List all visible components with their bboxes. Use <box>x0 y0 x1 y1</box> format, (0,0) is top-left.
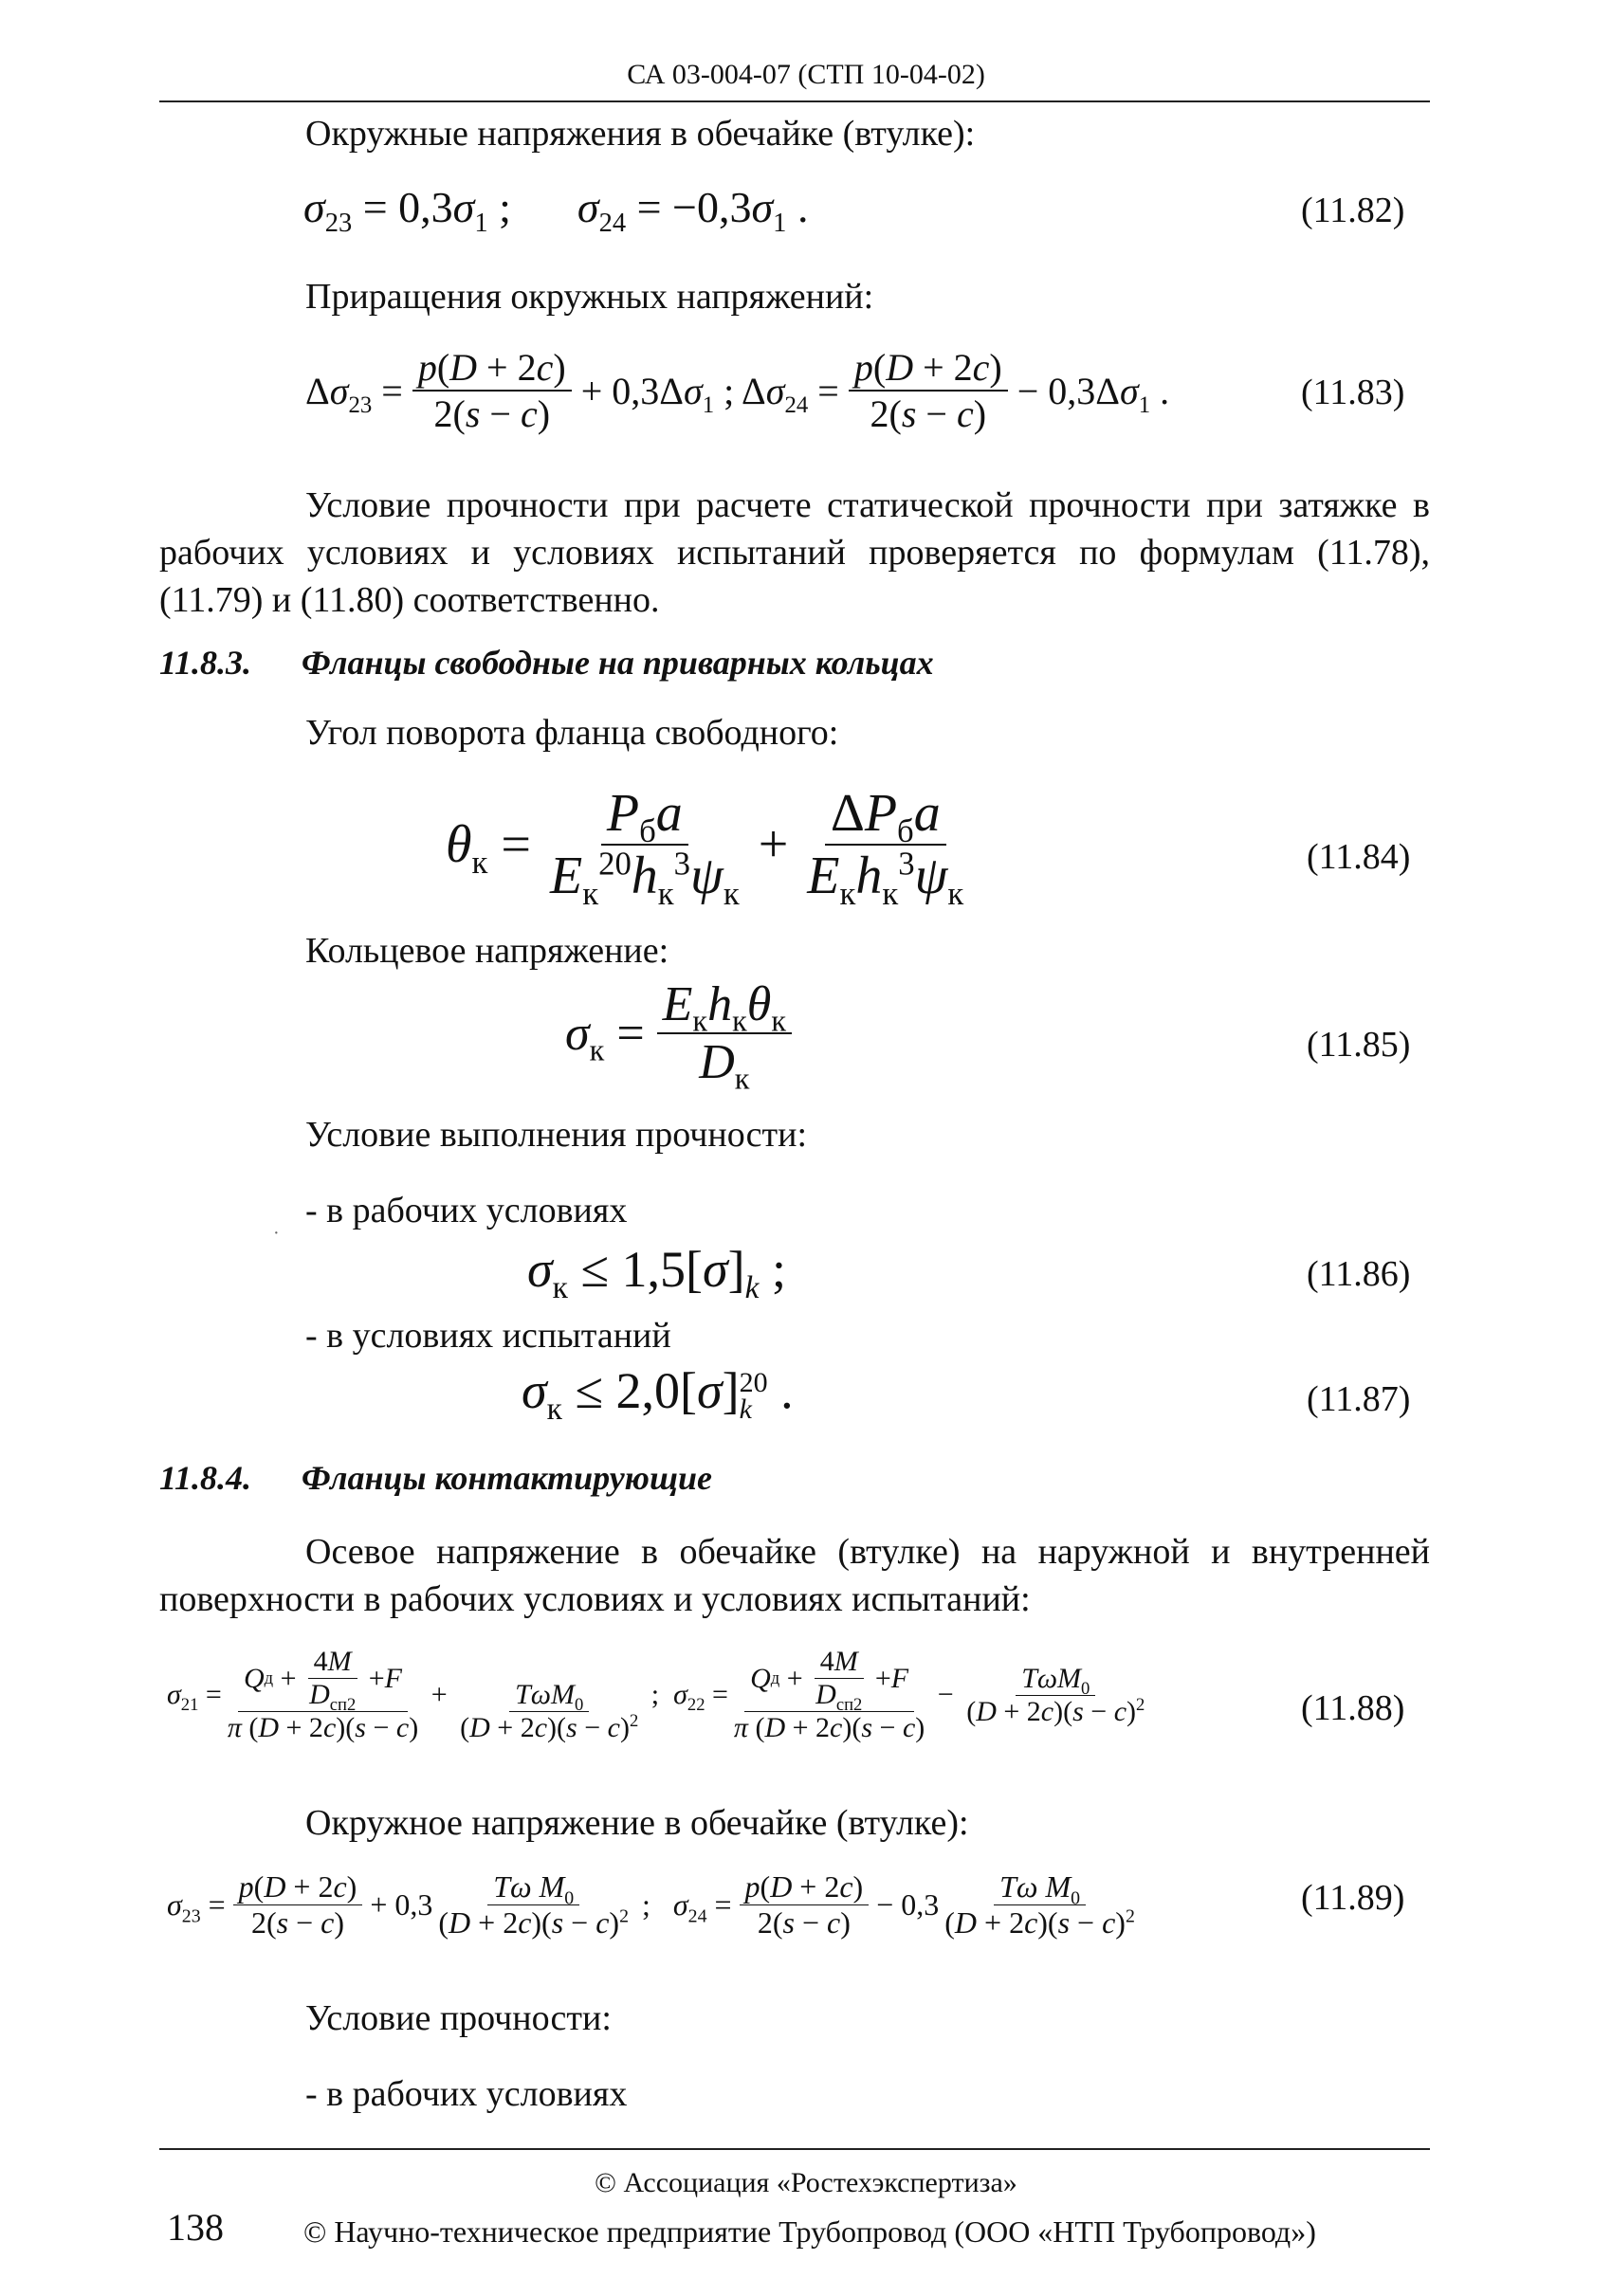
text-working-conditions: - в рабочих условиях <box>305 1191 628 1230</box>
section-title: Фланцы свободные на приварных кольцах <box>302 644 934 682</box>
footer-company: © Научно-техническое предприятие Трубопровод (ООО «НТП Трубопровод») <box>303 2214 1316 2249</box>
page-number: 138 <box>167 2206 224 2249</box>
paragraph-strength-condition-tightening: Условие прочности при расчете статической прочности при затяжке в рабочих условиях и условиях испытаний проверяется по формулам (11.78), (11.79) и (11.80) соответственно. <box>159 485 1430 620</box>
section-number: 11.8.4. <box>159 1459 252 1497</box>
scan-mark: · <box>273 1223 280 1244</box>
text-hoop-stress: Окружное напряжение в обечайке (втулке): <box>305 1803 969 1843</box>
equation-number-11-83: (11.83) <box>1301 373 1405 412</box>
text-working-conditions-2: - в рабочих условиях <box>305 2074 628 2114</box>
text-rotation-angle: Угол поворота фланца свободного: <box>305 713 839 753</box>
footer-rule <box>159 2148 1430 2150</box>
formula-11-82: $\sigma_{23} = 0,3\sigma_1$ ; $\sigma_{24} = -0,3\sigma_1$ . <box>303 183 809 239</box>
header-rule <box>159 100 1430 102</box>
text-ring-stress: Кольцевое напряжение: <box>305 931 669 971</box>
formula-11-85: $\sigma_к$ = $E_кh_к\theta_к$ $D_к$ <box>565 976 792 1090</box>
section-heading-11-8-4 <box>159 1458 712 1498</box>
equation-number-11-85: (11.85) <box>1307 1025 1411 1065</box>
section-number: 11.8.3. <box>159 644 252 682</box>
text-test-conditions: - в условиях испытаний <box>305 1316 671 1356</box>
equation-number-11-86: (11.86) <box>1307 1254 1411 1294</box>
formula-11-89: $\sigma_{23}$ = $\frac{p(D + 2c)}{2(s - c)}$ + 0,3 Tω $M_0$ $(D + 2c)(s - c)^2$ ; $\sigma_{24}$ = $\frac{p(D + 2c)}{2(s - c)}$ − 0,3 Tω $M_0$ $(D + 2c)(s - c)^2$ <box>167 1869 1135 1940</box>
equation-number-11-89: (11.89) <box>1301 1878 1405 1918</box>
equation-number-11-87: (11.87) <box>1307 1379 1411 1419</box>
equation-number-11-84: (11.84) <box>1307 837 1411 877</box>
formula-11-87: $\sigma_к \le 2,0[\sigma]$ 20 k . <box>522 1362 794 1427</box>
text-hoop-stress-increments: Приращения окружных напряжений: <box>305 277 874 317</box>
section-heading-11-8-3 <box>159 643 934 683</box>
formula-11-84: $\theta_к$ = $P_бa$ $E_к^{20}h_к^3\psi_к$ + $\Delta P_бa$ $E_кh_к^3\psi_к$ <box>446 784 964 913</box>
footer-association: © Ассоциация «Ростехэкспертиза» <box>595 2167 1017 2198</box>
equation-number-11-88: (11.88) <box>1301 1688 1405 1728</box>
formula-11-83: $\Delta\sigma_{23}$ = $\frac{p(D + 2c)}{2(s - c)}$ + $0,3\Delta\sigma_1$ ; $\Delta\sigma_{24}$ = $\frac{p(D + 2c)}{2(s - c)}$ − $0,3\Delta\sigma_1$ . <box>305 346 1170 435</box>
text-strength-condition: Условие выполнения прочности: <box>305 1115 808 1155</box>
document-code: СА 03-004-07 (СТП 10-04-02) <box>627 59 985 90</box>
text-hoop-stress-shell: Окружные напряжения в обечайке (втулке): <box>305 114 976 154</box>
formula-11-86: $\sigma_к \le 1,5[\sigma]_k$ ; <box>527 1241 787 1305</box>
paragraph-axial-stress: Осевое напряжение в обечайке (втулке) на наружной и внутренней поверхности в рабочих условиях и условиях испытаний: <box>159 1532 1430 1619</box>
formula-11-88: $\sigma_{21}$ = Q д + 4M $D_{сп2}$ + F π (D + 2c)(s − c) + TωM$_0$ $(D + 2c)(s - c)^2$ ; $\sigma_{22}$ = Q д + 4M $D_{сп2}$ + F π (D + 2c)(s − c) − TωM$_0$ $(D + 2c)(s - c)^2$ <box>167 1646 1145 1743</box>
section-title: Фланцы контактирующие <box>302 1459 712 1497</box>
equation-number-11-82: (11.82) <box>1301 191 1405 230</box>
text-strength-condition-2: Условие прочности: <box>305 1998 612 2038</box>
